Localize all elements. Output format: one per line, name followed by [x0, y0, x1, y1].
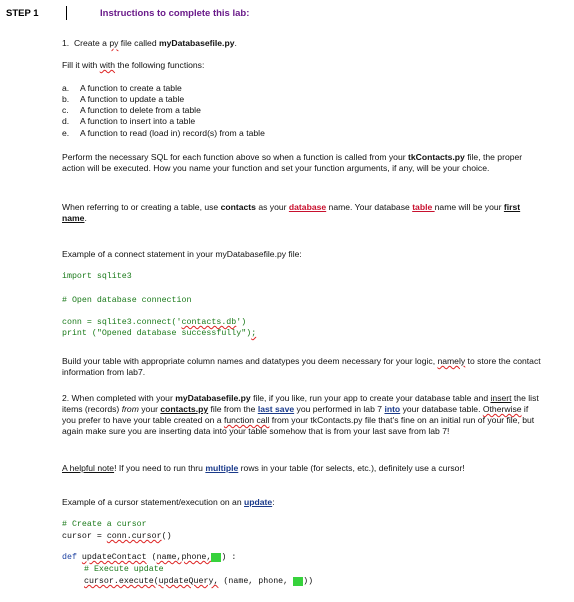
code-comment-open: # Open database connection [62, 296, 192, 305]
function-item-a [62, 83, 182, 93]
item-2-filename: myDatabasefile.py [175, 393, 251, 403]
note-label: A helpful note [62, 463, 115, 473]
fill-with: with [99, 60, 116, 70]
function-item-d [62, 116, 195, 126]
code-execute [84, 577, 313, 586]
code-def-close: ) : [221, 553, 237, 562]
example-cursor-colon: : [272, 497, 275, 507]
item-1-number: 1. [62, 38, 70, 48]
step-divider [66, 6, 67, 20]
code-cursor [62, 532, 172, 541]
item-2-contacts-py: contacts.py [160, 404, 209, 414]
helpful-note [62, 463, 542, 474]
code-execute-id-highlight: id [293, 577, 304, 586]
item-2-text-7: your database table. [400, 404, 483, 414]
build-paragraph [62, 356, 542, 378]
referring-period: . [84, 213, 87, 223]
perform-text: Perform the necessary SQL for each function above so when a function is called from your [62, 152, 408, 162]
referring-database: database [288, 202, 327, 212]
function-item-b [62, 94, 184, 104]
code-comment-cursor: # Create a cursor [62, 520, 147, 529]
perform-text-2: file, the proper action will be executed. How you name your function and set your function arguments, if any, will be your choice. [62, 152, 523, 173]
build-text: Build your table with appropriate column names and datatypes you deem necessary for your logic, [62, 356, 438, 366]
item-2-into: into [384, 404, 401, 414]
item-2-text-3: the list items (records) [62, 393, 539, 414]
referring-first-name: first name [62, 202, 521, 223]
code-execute-close: )) [303, 577, 314, 586]
item-1-text: Create a [73, 38, 110, 48]
build-text-2: to store the contact information from lab7. [62, 356, 541, 377]
code-def [62, 553, 236, 562]
step-label: STEP 1 [6, 8, 39, 19]
perform-paragraph [62, 152, 542, 174]
code-def-args: name,phone, [156, 553, 212, 562]
item-1-py: py [109, 38, 119, 48]
code-comment-execute: # Execute update [84, 565, 164, 574]
code-cursor-assign: cursor = [62, 532, 107, 541]
item-1-period: . [234, 38, 237, 48]
code-conn-db: contacts.db [181, 318, 237, 327]
code-execute-args: (name, phone, [218, 577, 294, 586]
function-item-c [62, 105, 201, 115]
function-letter: e. [62, 128, 70, 138]
item-2-text-5: file from the [208, 404, 258, 414]
item-2-insert: insert [490, 393, 512, 403]
function-letter: d. [62, 116, 70, 126]
note-text: ! If you need to run thru [114, 463, 206, 473]
instructions-title: Instructions to complete this lab: [100, 8, 250, 19]
code-conn-text: conn = sqlite3.connect(' [62, 318, 182, 327]
perform-tkcontacts: tkContacts.py [408, 152, 465, 162]
build-namely: namely [437, 356, 466, 366]
item-2-otherwise: Otherwise [482, 404, 522, 414]
item-2-text: 2. When completed with your [62, 393, 176, 403]
item-2-function-call: function call [223, 415, 270, 425]
code-execute-call: cursor.execute(updateQuery, [84, 577, 219, 586]
example-cursor-label [62, 497, 275, 507]
code-conn-close: ') [236, 318, 247, 327]
referring-table: table [412, 202, 435, 212]
code-def-id-highlight: id [211, 553, 222, 562]
function-text: A function to delete from a table [80, 105, 201, 115]
referring-text-2: as your [255, 202, 289, 212]
referring-text-3: name. Your database [326, 202, 413, 212]
item-2-from: from [121, 404, 139, 414]
item-1-filename: myDatabasefile.py [159, 38, 235, 48]
function-text: A function to insert into a table [80, 116, 196, 126]
code-import: import sqlite3 [62, 272, 132, 281]
function-letter: a. [62, 83, 70, 93]
referring-paragraph [62, 202, 542, 224]
code-def-name: updateContact [81, 553, 147, 562]
item-2-paragraph [62, 393, 544, 437]
example-cursor-update: update [244, 497, 273, 507]
fill-text: Fill it with [62, 60, 100, 70]
function-text: A function to update a table [80, 94, 185, 104]
item-1-text-2: file called [118, 38, 159, 48]
item-2-text-2: file, if you like, run your app to create your database table and [250, 393, 491, 403]
referring-contacts: contacts [220, 202, 256, 212]
function-text: A function to read (load in) record(s) from a table [80, 128, 265, 138]
item-2-text-9: from your tkContacts.py file that's fine on an initial run of your file, but again make sure you are inserting data into your table somehow that is from your last save from lab 7! [62, 415, 535, 436]
fill-text-2: the following functions: [115, 60, 205, 70]
code-cursor-parens: () [161, 532, 172, 541]
example-cursor-text: Example of a cursor statement/execution on an [62, 497, 245, 507]
code-print-text: print ("Opened database successfully") [62, 329, 252, 338]
function-letter: c. [62, 105, 69, 115]
code-def-keyword: def [62, 553, 82, 562]
example-connect-label: Example of a connect statement in your myDatabasefile.py file: [62, 249, 302, 259]
function-text: A function to create a table [80, 83, 182, 93]
item-2-text-4: your [138, 404, 161, 414]
item-2-last-save: last save [257, 404, 295, 414]
code-print-semicolon: ; [251, 329, 257, 338]
code-def-open: ( [146, 553, 157, 562]
function-item-e [62, 128, 265, 138]
fill-line [62, 60, 204, 70]
referring-text: When referring to or creating a table, use [62, 202, 221, 212]
item-1 [62, 38, 237, 48]
code-cursor-call: conn.cursor [106, 532, 162, 541]
referring-text-4: name will be your [434, 202, 504, 212]
note-multiple: multiple [205, 463, 239, 473]
function-letter: b. [62, 94, 70, 104]
item-2-text-8: if you prefer to have your table created on a [62, 404, 529, 425]
note-text-2: rows in your table (for selects, etc.), definitely use a cursor! [238, 463, 465, 473]
code-conn [62, 318, 246, 327]
item-2-text-6: you performed in lab 7 [294, 404, 385, 414]
code-print [62, 329, 256, 338]
